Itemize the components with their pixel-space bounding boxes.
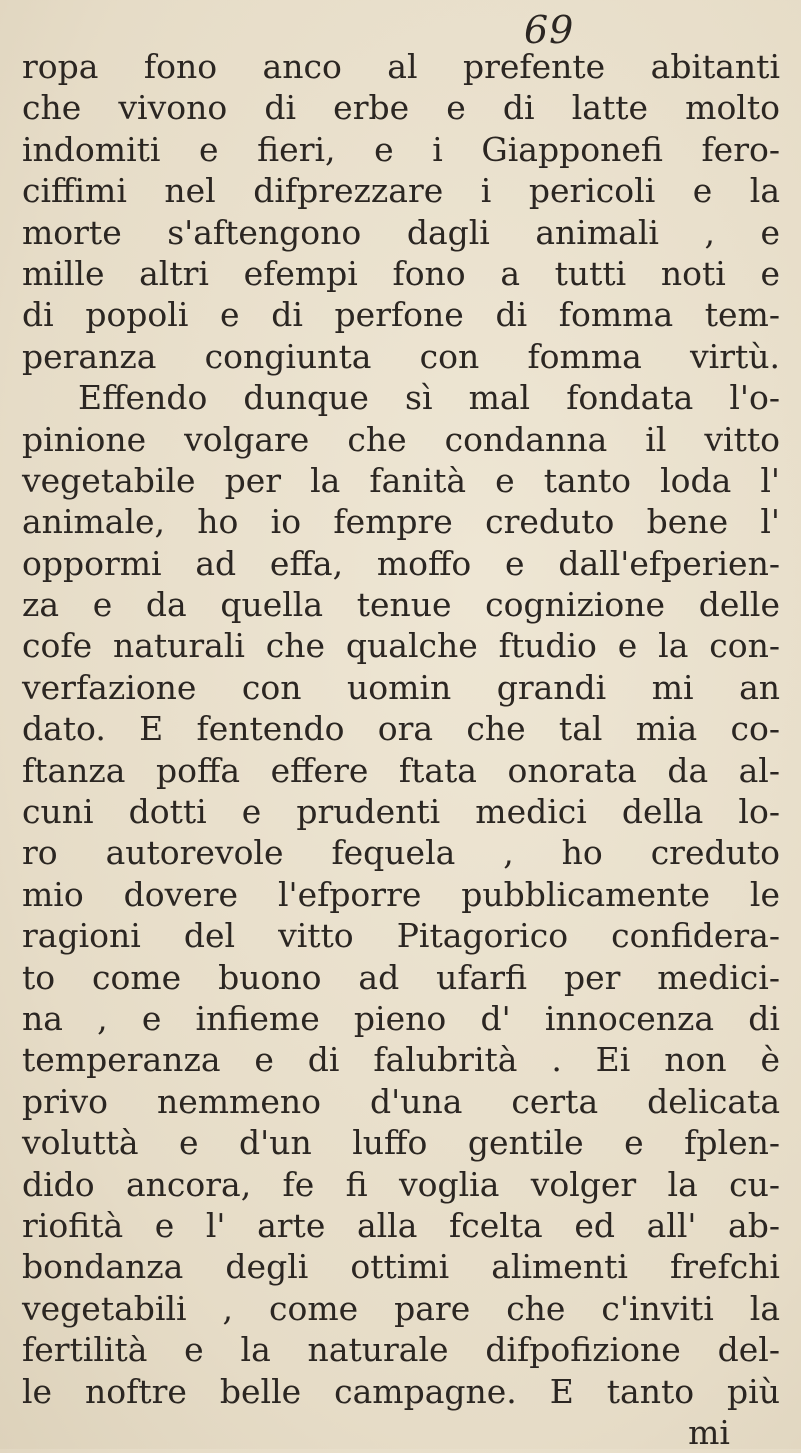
text-line: ro autorevole fequela , ho creduto (22, 833, 780, 873)
text-line: verfazione con uomin grandi mi an (22, 667, 780, 707)
text-line: morte s'aftengono dagli animali , e (22, 212, 780, 252)
text-line: ciffimi nel difprezzare i pericoli e la (22, 171, 780, 211)
text-line: vegetabili , come pare che c'inviti la (22, 1288, 780, 1328)
text-line: animale, ho io fempre creduto bene l' (22, 502, 780, 542)
text-line: riofità e l' arte alla fcelta ed all' ab- (22, 1205, 780, 1245)
text-line: temperanza e di falubrità . Ei non è (22, 1040, 780, 1080)
text-line: za e da quella tenue cognizione delle (22, 585, 780, 625)
text-line: pinione volgare che condanna il vitto (22, 419, 780, 459)
text-line: ftanza poffa effere ftata onorata da al- (22, 750, 780, 790)
text-line: vegetabile per la fanità e tanto loda l' (22, 460, 780, 500)
text-line: ropa fono anco al prefente abitanti (22, 47, 780, 86)
text-line: indomiti e fieri, e i Giapponefi fero- (22, 129, 780, 169)
text-line: oppormi ad effa, moffo e dall'efperien- (22, 543, 780, 583)
paragraph-start-line: Effendo dunque sì mal fondata l'o- (78, 378, 780, 418)
text-line: bondanza degli ottimi alimenti frefchi (22, 1247, 780, 1287)
text-line: le noftre belle campagne. E tanto più (22, 1371, 780, 1411)
text-line: di popoli e di perfone di fomma tem- (22, 295, 780, 335)
text-line: mille altri efempi fono a tutti noti e (22, 253, 780, 293)
catchword: mi (688, 1412, 730, 1452)
text-line: cuni dotti e prudenti medici della lo- (22, 792, 780, 832)
text-line: che vivono di erbe e di latte molto (22, 88, 780, 128)
text-line: privo nemmeno d'una certa delicata (22, 1081, 780, 1121)
page-number: 69 (524, 8, 575, 52)
text-line: fertilità e la naturale difpofizione del- (22, 1330, 780, 1370)
text-line: mio dovere l'efporre pubblicamente le (22, 874, 780, 914)
text-line: cofe naturali che qualche ftudio e la con- (22, 626, 780, 666)
text-line: na , e infieme pieno d' innocenza di (22, 998, 780, 1038)
text-line: peranza congiunta con fomma virtù. (22, 336, 780, 376)
text-line: dato. E fentendo ora che tal mia co- (22, 709, 780, 749)
text-line: ragioni del vitto Pitagorico confidera- (22, 916, 780, 956)
body-text (22, 46, 780, 1453)
text-line: voluttà e d'un luffo gentile e fplen- (22, 1123, 780, 1163)
text-line: to come buono ad ufarfi per medici- (22, 957, 780, 997)
text-line: dido ancora, fe fi voglia volger la cu- (22, 1164, 780, 1204)
